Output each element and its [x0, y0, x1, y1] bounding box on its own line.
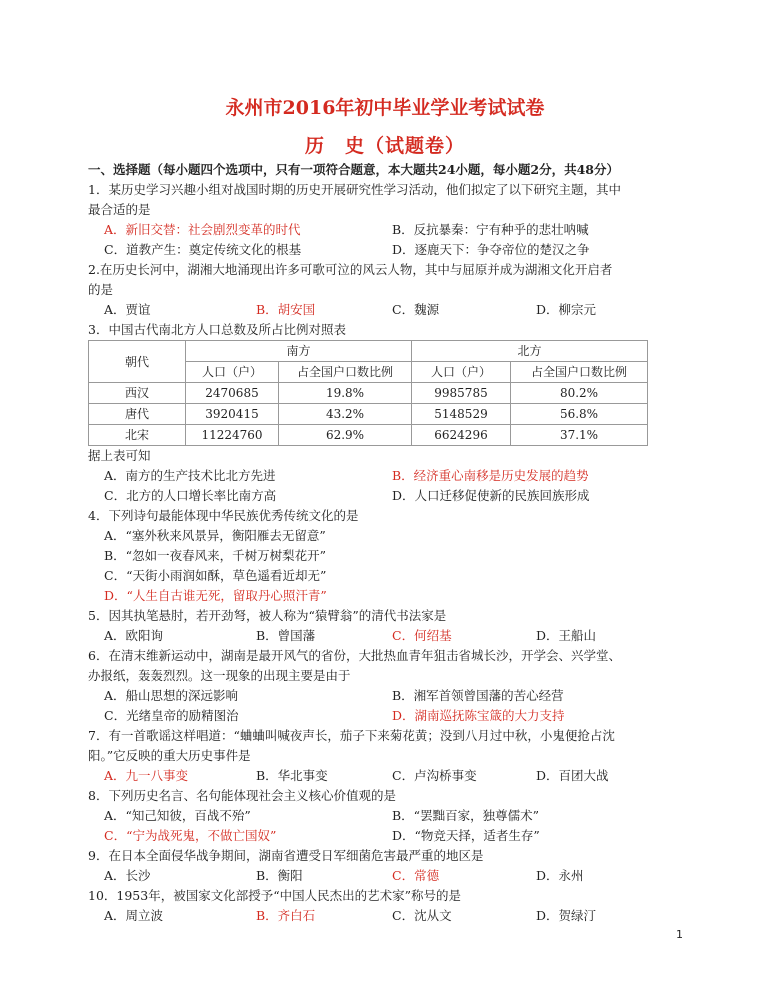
table-cell: 人口（户）	[186, 362, 279, 383]
option-row	[88, 766, 688, 786]
option-row	[88, 466, 688, 486]
option-d: D．湖南巡抚陈宝箴的大力支持	[392, 708, 565, 723]
option-b: B．曾国藩	[256, 628, 316, 643]
table-cell: 56.8%	[511, 404, 648, 425]
option-row	[88, 906, 688, 926]
option-row	[88, 240, 688, 260]
table-cell: 80.2%	[511, 383, 648, 404]
option-a: A．南方的生产技术比北方先进	[104, 468, 276, 483]
option-c: C．“天街小雨润如酥，草色遥看近却无”	[104, 568, 327, 583]
option-c: C．魏源	[392, 302, 440, 317]
table-row	[89, 383, 648, 404]
option-row	[88, 486, 688, 506]
option-b: B．华北事变	[256, 768, 328, 783]
table-cell: 唐代	[89, 404, 186, 425]
option-d: D．“人生自古谁无死，留取丹心照汗青”	[104, 588, 327, 603]
option-d: D．“物竞天择，适者生存”	[392, 828, 540, 843]
table-cell: 5148529	[412, 404, 511, 425]
option-row	[88, 626, 688, 646]
option-b: B．湘军首领曾国藩的苦心经营	[392, 688, 564, 703]
question-stem: 1．某历史学习兴趣小组对战国时期的历史开展研究性学习活动，他们拟定了以下研究主题，其中	[88, 182, 621, 197]
option-a: A．新旧交替：社会剧烈变革的时代	[104, 222, 301, 237]
option-b: B．胡安国	[256, 302, 316, 317]
option-a: A．九一八事变	[104, 768, 189, 783]
option-row	[88, 706, 688, 726]
question-stem: 4．下列诗句最能体现中华民族优秀传统文化的是	[88, 508, 359, 523]
option-c: C．何绍基	[392, 628, 452, 643]
question-stem: 2.在历史长河中，湖湘大地涌现出许多可歌可泣的风云人物，其中与屈原并成为湖湘文化开启者	[88, 262, 613, 277]
option-b: B．衡阳	[256, 868, 303, 883]
question-stem: 6．在清末维新运动中，湖南是最开风气的省份，大批热血青年狙击省城长沙，开学会、兴学堂、	[88, 648, 621, 663]
exam-subtitle: 历 史（试题卷）	[304, 135, 465, 157]
question-stem: 阳。”它反映的重大历史事件是	[88, 748, 251, 763]
table-cell: 11224760	[186, 425, 279, 446]
option-d: D．人口迁移促使新的民族回族形成	[392, 488, 590, 503]
question-stem: 9．在日本全面侵华战争期间，湖南省遭受日军细菌危害最严重的地区是	[88, 848, 484, 863]
option-row	[88, 866, 688, 886]
option-c: C．沈从文	[392, 908, 452, 923]
option-a: A．船山思想的深远影响	[104, 688, 239, 703]
option-b: B．齐白石	[256, 908, 316, 923]
option-a: A．“知己知彼，百战不殆”	[104, 808, 251, 823]
table-cell: 2470685	[186, 383, 279, 404]
option-a: A．贾谊	[104, 302, 151, 317]
table-row	[89, 425, 648, 446]
table-cell: 南方	[186, 341, 412, 362]
population-table	[88, 340, 648, 446]
question-stem: 5．因其执笔悬肘，若开劲弩，被人称为“猿臂翁”的清代书法家是	[88, 608, 447, 623]
table-header-row	[89, 341, 648, 362]
option-row	[88, 686, 688, 706]
option-d: D．贺绿汀	[536, 908, 597, 923]
option-d: D．柳宗元	[536, 302, 597, 317]
table-cell: 3920415	[186, 404, 279, 425]
option-d: D．王船山	[536, 628, 597, 643]
option-row	[88, 826, 688, 846]
option-d: D．百团大战	[536, 768, 609, 783]
question-stem: 最合适的是	[88, 202, 151, 217]
option-c: C．光绪皇帝的励精图治	[104, 708, 239, 723]
page-number: 1	[676, 928, 683, 941]
option-c: C．卢沟桥事变	[392, 768, 477, 783]
table-cell: 朝代	[89, 341, 186, 383]
question-stem: 3．中国古代南北方人口总数及所占比例对照表	[88, 322, 346, 337]
table-cell: 37.1%	[511, 425, 648, 446]
question-stem: 的是	[88, 282, 114, 297]
option-c: C．“宁为战死鬼，不做亡国奴”	[104, 828, 277, 843]
option-row	[88, 220, 688, 240]
question-stem: 10．1953年，被国家文化部授予“中国人民杰出的艺术家”称号的是	[88, 888, 461, 903]
table-cell: 6624296	[412, 425, 511, 446]
option-a: A．长沙	[104, 868, 151, 883]
option-c: C．常德	[392, 868, 440, 883]
option-d: D．逐鹿天下：争夺帝位的楚汉之争	[392, 242, 590, 257]
option-b: B．“罢黜百家，独尊儒术”	[392, 808, 539, 823]
table-cell: 62.9%	[279, 425, 412, 446]
table-cell: 占全国户口数比例	[511, 362, 648, 383]
option-a: A．“塞外秋来风景异，衡阳雁去无留意”	[104, 528, 326, 543]
question-stem: 8．下列历史名言、名句能体现社会主义核心价值观的是	[88, 788, 396, 803]
table-cell: 9985785	[412, 383, 511, 404]
option-c: C．北方的人口增长率比南方高	[104, 488, 277, 503]
option-b: B．反抗暴秦：宁有种乎的悲壮呐喊	[392, 222, 589, 237]
table-cell: 北宋	[89, 425, 186, 446]
question-prompt: 据上表可知	[88, 448, 151, 463]
section-heading: 一、选择题（每小题四个选项中，只有一项符合题意，本大题共24小题，每小题2分，共48分）	[88, 162, 619, 177]
option-row	[88, 300, 688, 320]
table-cell: 43.2%	[279, 404, 412, 425]
table-cell: 占全国户口数比例	[279, 362, 412, 383]
table-cell: 西汉	[89, 383, 186, 404]
option-b: B．“忽如一夜春风来，千树万树梨花开”	[104, 548, 326, 563]
question-stem: 办报纸，轰轰烈烈。这一现象的出现主要是由于	[88, 668, 351, 683]
table-row	[89, 404, 648, 425]
option-row	[88, 806, 688, 826]
table-cell: 19.8%	[279, 383, 412, 404]
option-b: B．经济重心南移是历史发展的趋势	[392, 468, 589, 483]
option-a: A．欧阳询	[104, 628, 164, 643]
question-list	[88, 160, 688, 926]
option-c: C．道教产生：奠定传统文化的根基	[104, 242, 302, 257]
option-a: A．周立波	[104, 908, 164, 923]
table-cell: 北方	[412, 341, 648, 362]
question-stem: 7．有一首歌谣这样唱道：“蛐蛐叫喊夜声长，茄子下来菊花黄；没到八月过中秋，小鬼便抢占沈	[88, 728, 615, 743]
table-cell: 人口（户）	[412, 362, 511, 383]
exam-title: 永州市2016年初中毕业学业考试试卷	[225, 97, 545, 119]
option-d: D．永州	[536, 868, 584, 883]
